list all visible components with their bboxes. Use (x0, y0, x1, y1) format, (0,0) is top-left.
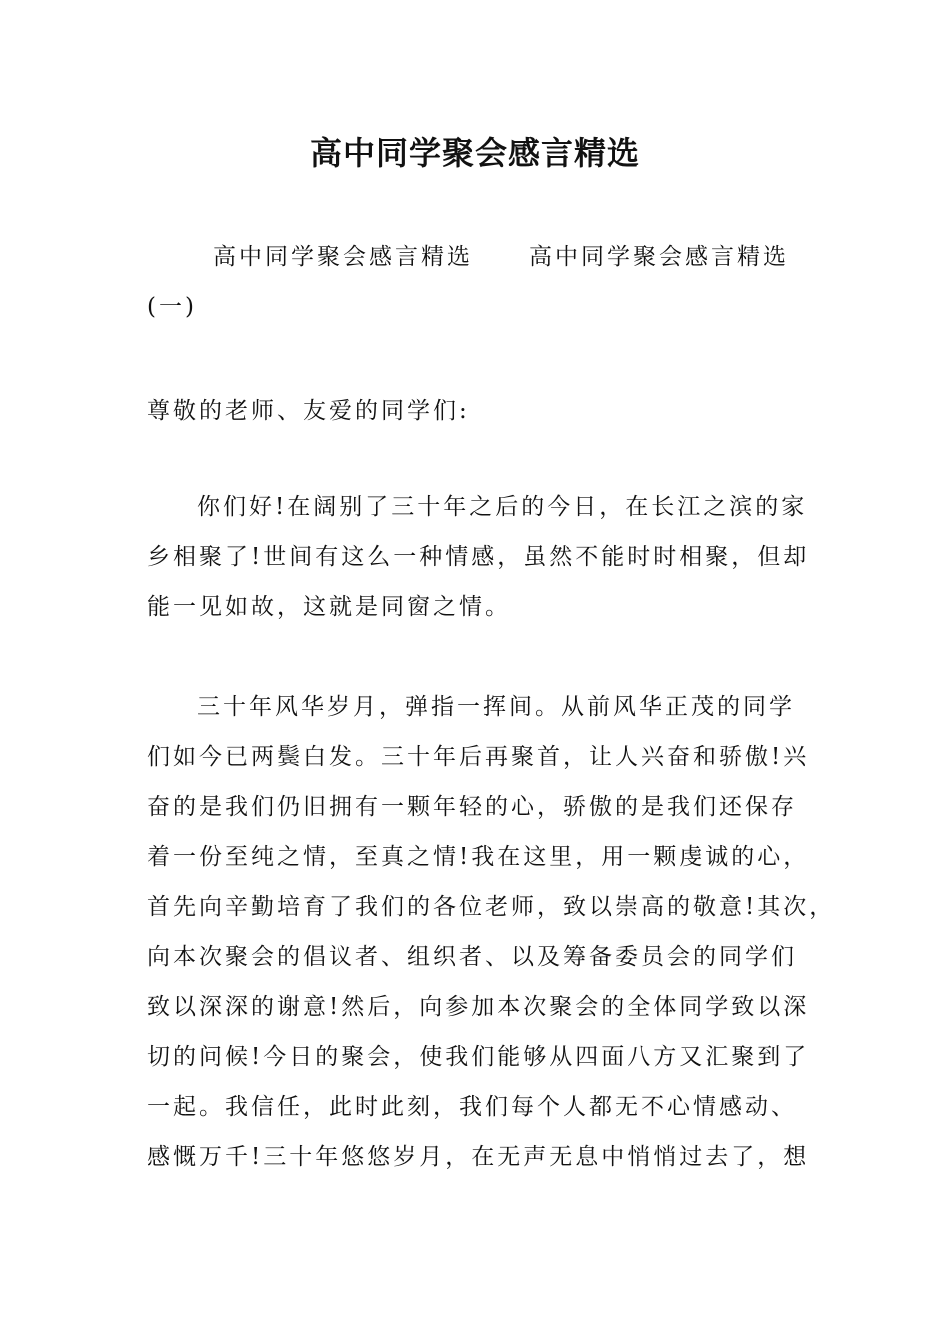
paragraph-line: 切的问候!今日的聚会，使我们能够从四面八方又汇聚到了 (147, 1044, 810, 1070)
paragraph-2 (147, 682, 836, 1182)
paragraph-line: 感慨万千!三十年悠悠岁月，在无声无息中悄悄过去了，想 (147, 1144, 810, 1170)
intro-title-a: 高中同学聚会感言精选 (213, 244, 473, 270)
salutation-text: 尊敬的老师、友爱的同学们: (147, 398, 470, 424)
paragraph-line: 乡相聚了!世间有这么一种情感，虽然不能时时相聚，但却 (147, 544, 810, 570)
intro-block (147, 232, 807, 332)
paragraph-line: 们如今已两鬓白发。三十年后再聚首，让人兴奋和骄傲!兴 (147, 744, 810, 770)
intro-part-number: (一) (147, 294, 197, 320)
paragraph-line: 你们好!在阔别了三十年之后的今日，在长江之滨的家 (197, 494, 808, 520)
document-title: 高中同学聚会感言精选 (309, 134, 640, 172)
paragraph-line: 着一份至纯之情，至真之情!我在这里，用一颗虔诚的心， (147, 844, 810, 870)
paragraph-1 (147, 482, 810, 632)
paragraph-line: 首先向辛勤培育了我们的各位老师，致以崇高的敬意!其次， (147, 894, 836, 920)
salutation (147, 386, 807, 436)
intro-line (147, 232, 807, 282)
paragraph-line: 奋的是我们仍旧拥有一颗年轻的心，骄傲的是我们还保存 (147, 794, 797, 820)
paragraph-line: 向本次聚会的倡议者、组织者、以及筹备委员会的同学们 (147, 944, 797, 970)
paragraph-line: 三十年风华岁月，弹指一挥间。从前风华正茂的同学 (197, 694, 795, 720)
intro-title-b: 高中同学聚会感言精选 (529, 244, 789, 270)
paragraph-line: 能一见如故，这就是同窗之情。 (147, 594, 511, 620)
paragraph-line: 致以深深的谢意!然后，向参加本次聚会的全体同学致以深 (147, 994, 810, 1020)
paragraph-line: 一起。我信任，此时此刻，我们每个人都无不心情感动、 (147, 1094, 797, 1120)
